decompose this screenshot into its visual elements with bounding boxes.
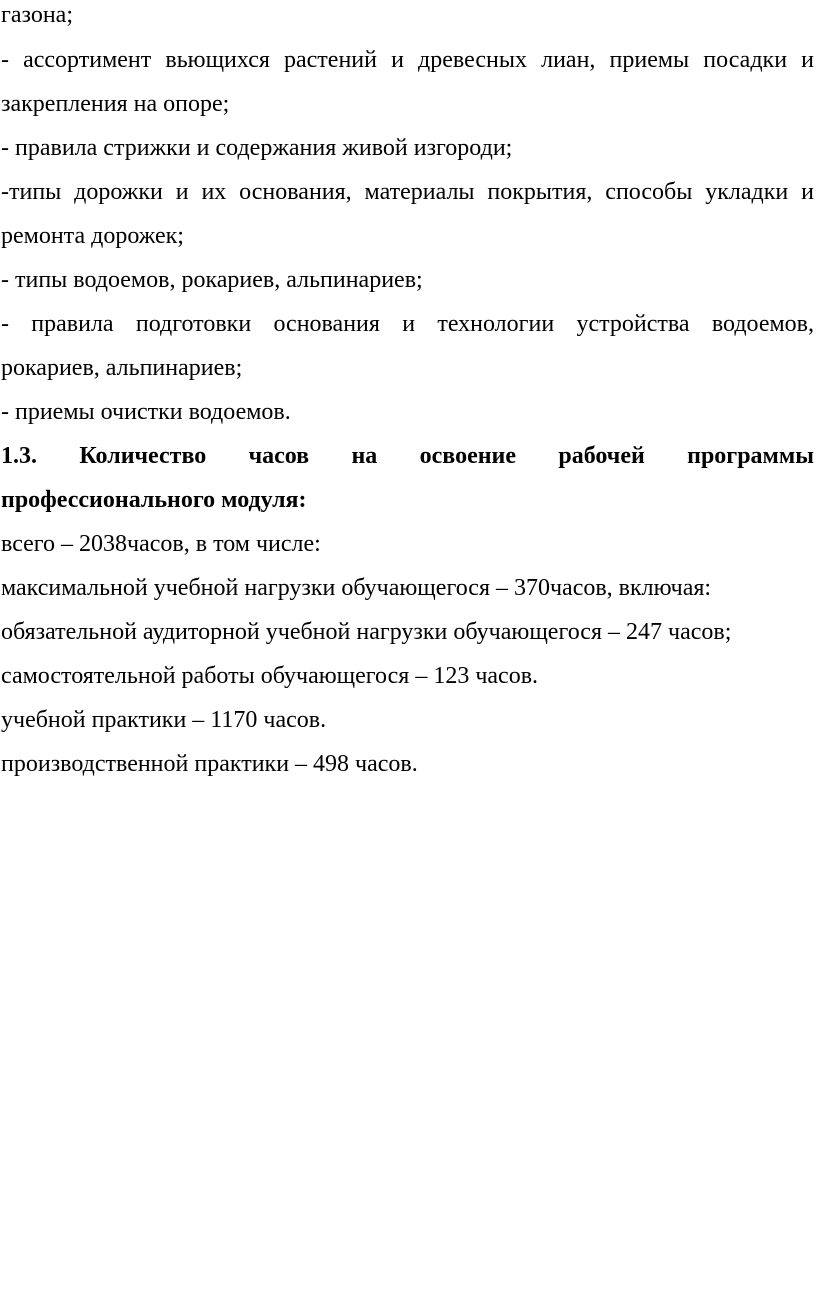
hours-line: самостоятельной работы обучающегося – 123 часов. — [1, 663, 539, 689]
section-heading-continuation: профессионального модуля: — [1, 487, 307, 513]
list-item: - ассортимент вьющихся растений и древесных лиан, приемы посадки и — [1, 47, 814, 73]
hours-line: максимальной учебной нагрузки обучающегося – 370часов, включая: — [1, 575, 712, 601]
list-item: -типы дорожки и их основания, материалы покрытия, способы укладки и — [1, 179, 814, 205]
hours-line: производственной практики – 498 часов. — [1, 751, 418, 777]
hours-line: обязательной аудиторной учебной нагрузки обучающегося – 247 часов; — [1, 619, 732, 645]
section-heading: 1.3. Количество часов на освоение рабочей программы — [1, 443, 814, 469]
text-line: газона; — [1, 2, 73, 28]
text-line: ремонта дорожек; — [1, 223, 184, 249]
list-item: - типы водоемов, рокариев, альпинариев; — [1, 267, 423, 293]
list-item: - правила стрижки и содержания живой изгороди; — [1, 135, 513, 161]
list-item: - приемы очистки водоемов. — [1, 399, 291, 425]
text-line: рокариев, альпинариев; — [1, 355, 243, 381]
text-line: закрепления на опоре; — [1, 91, 230, 117]
list-item: - правила подготовки основания и технологии устройства водоемов, — [1, 311, 814, 337]
hours-line: всего – 2038часов, в том числе: — [1, 531, 321, 557]
hours-line: учебной практики – 1170 часов. — [1, 707, 327, 733]
